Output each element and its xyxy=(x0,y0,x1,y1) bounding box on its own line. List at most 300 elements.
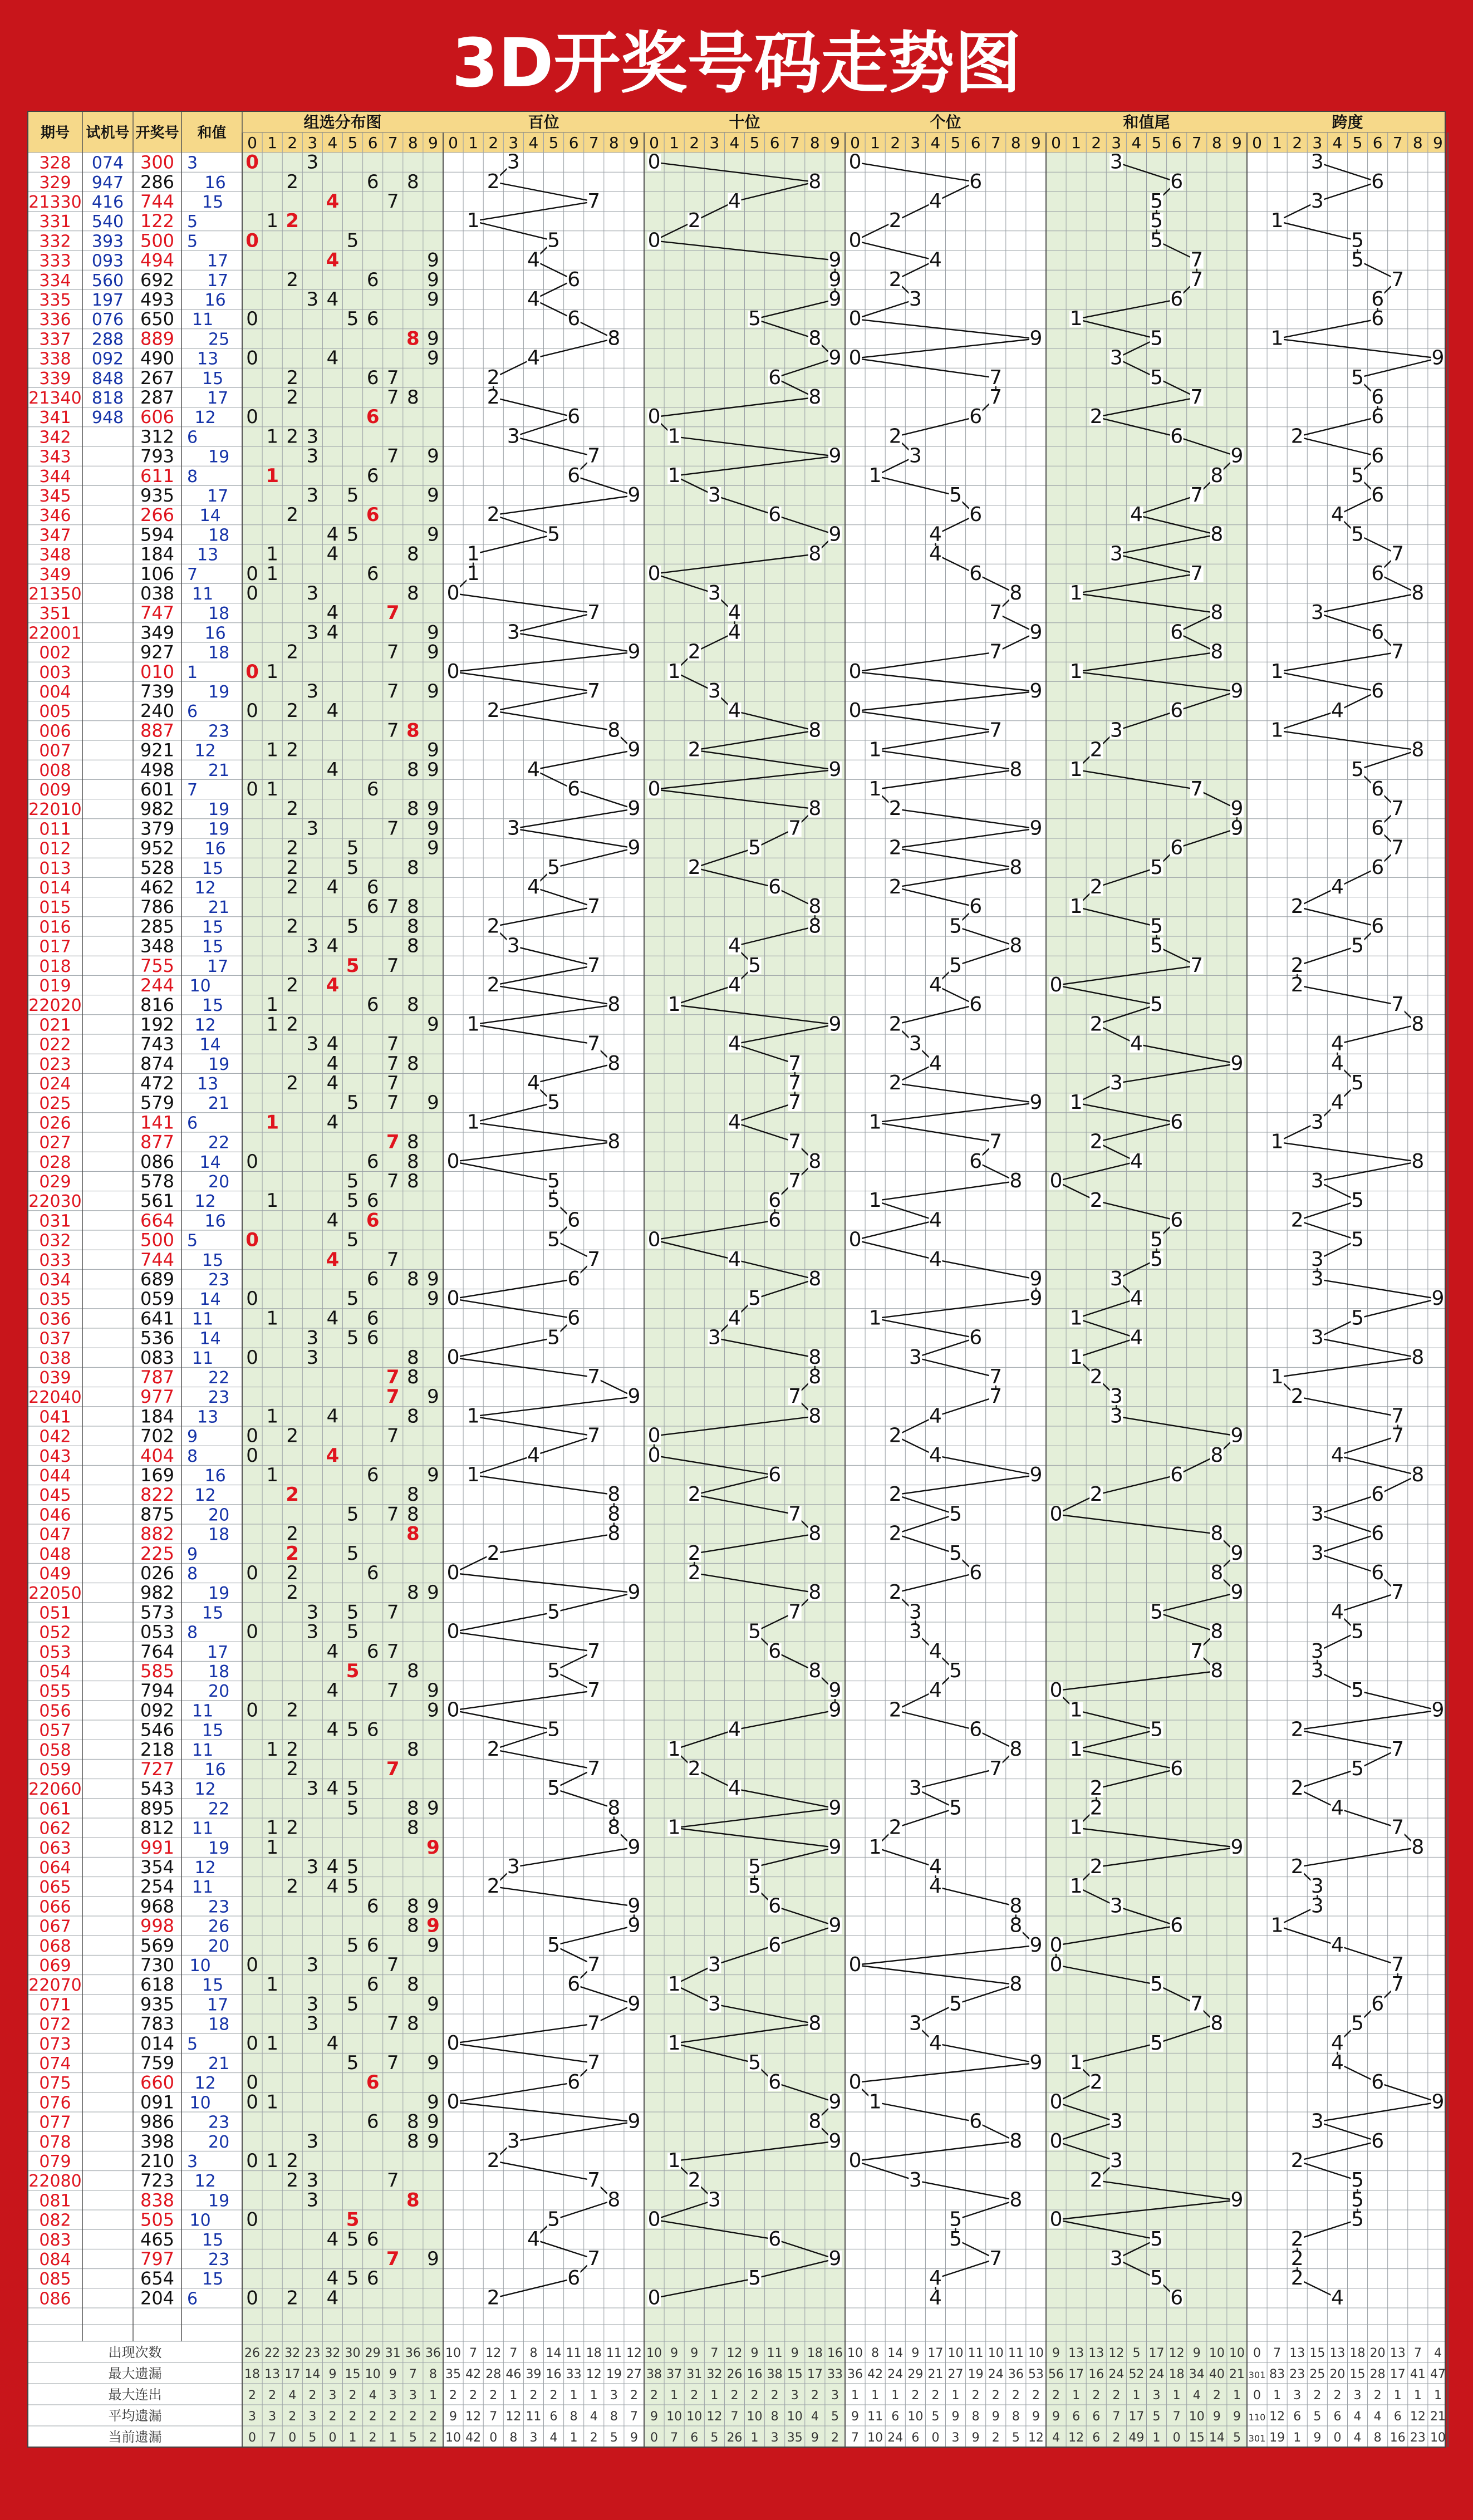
trend-digit: 0 xyxy=(647,405,661,429)
group-digit: 2 xyxy=(286,2150,299,2172)
trend-digit: 7 xyxy=(1391,1816,1405,1839)
group-digit: 1 xyxy=(266,562,278,585)
digit-header: 5 xyxy=(950,134,961,152)
group-digit: 4 xyxy=(326,1052,339,1075)
sum-cell: 13 xyxy=(197,545,219,565)
stat-value: 6 xyxy=(1393,2410,1402,2424)
stat-value: 3 xyxy=(389,2389,397,2403)
trend-digit: 7 xyxy=(788,1072,802,1094)
trend-digit: 8 xyxy=(1411,1835,1425,1859)
stat-value: 2 xyxy=(1052,2389,1060,2403)
group-digit: 8 xyxy=(407,1660,419,1682)
stat-value: 1 xyxy=(509,2389,518,2403)
trend-digit: 3 xyxy=(1109,150,1123,174)
trend-digit: 1 xyxy=(868,1111,882,1134)
stat-value: 5 xyxy=(1152,2410,1161,2424)
stat-value: 27 xyxy=(947,2367,964,2381)
stat-value: 32 xyxy=(706,2367,723,2381)
trend-digit: 1 xyxy=(1069,1737,1083,1761)
group-digit: 4 xyxy=(326,602,339,625)
stat-value: 5 xyxy=(710,2431,719,2445)
trend-digit: 5 xyxy=(547,1777,561,1800)
group-digit: 9 xyxy=(426,1836,440,1859)
sum-cell: 15 xyxy=(202,858,224,878)
digit-header: 1 xyxy=(870,134,881,152)
trend-digit: 9 xyxy=(1230,2188,1244,2212)
trend-digit: 2 xyxy=(888,1072,902,1094)
draw-cell: 822 xyxy=(140,1484,175,1506)
trend-digit: 2 xyxy=(1290,1209,1304,1232)
digit-header: 3 xyxy=(1312,134,1323,152)
trend-digit: 4 xyxy=(1330,2051,1344,2074)
stat-value: 26 xyxy=(726,2431,743,2445)
stat-value: 4 xyxy=(1192,2389,1201,2403)
sum-cell: 14 xyxy=(199,1035,221,1055)
trend-digit: 9 xyxy=(1431,1287,1445,1310)
stat-value: 1 xyxy=(1433,2389,1442,2403)
trend-digit: 2 xyxy=(1089,1189,1103,1212)
stat-value: 2 xyxy=(1032,2389,1040,2403)
group-digit: 1 xyxy=(266,464,279,487)
trend-digit: 0 xyxy=(1049,1933,1063,1957)
stat-value: 7 xyxy=(409,2367,417,2381)
stat-value: 2 xyxy=(549,2389,558,2403)
trend-digit: 1 xyxy=(1069,2051,1083,2074)
digit-header: 3 xyxy=(910,134,921,152)
group-digit: 6 xyxy=(366,1895,379,1918)
stat-value: 10 xyxy=(445,2431,461,2445)
stat-value: 6 xyxy=(1092,2410,1101,2424)
trend-digit: 6 xyxy=(768,1209,782,1232)
sum-cell: 11 xyxy=(192,310,214,330)
trend-digit: 4 xyxy=(1130,1287,1143,1310)
group-digit: 7 xyxy=(386,386,399,409)
trend-digit: 8 xyxy=(607,327,621,350)
trend-digit: 8 xyxy=(607,1522,621,1545)
trend-digit: 7 xyxy=(1391,1404,1405,1428)
trend-digit: 8 xyxy=(1210,2012,1224,2035)
trend-digit: 9 xyxy=(1230,1835,1244,1859)
draw-cell: 877 xyxy=(140,1131,175,1153)
sum-cell: 15 xyxy=(202,1976,224,1996)
trend-digit: 7 xyxy=(587,1757,601,1780)
trend-digit: 4 xyxy=(527,876,540,898)
trend-digit: 3 xyxy=(1310,1170,1324,1192)
stat-value: 1 xyxy=(871,2389,880,2403)
stat-value: 10 xyxy=(787,2410,803,2424)
group-digit: 0 xyxy=(246,1620,258,1643)
trend-digit: 4 xyxy=(929,974,942,996)
group-digit: 5 xyxy=(346,1503,359,1526)
stat-value: 1 xyxy=(1132,2389,1141,2403)
draw-cell: 744 xyxy=(140,191,175,212)
trend-digit: 1 xyxy=(868,1189,882,1212)
draw-cell: 091 xyxy=(140,2091,175,2113)
sum-cell: 10 xyxy=(189,1956,211,1976)
trend-digit: 1 xyxy=(868,464,882,487)
draw-cell: 692 xyxy=(140,269,175,291)
stat-value: 9 xyxy=(790,2346,799,2360)
stat-value: 5 xyxy=(610,2431,618,2445)
stat-value: 40 xyxy=(1209,2367,1225,2381)
sum-cell: 13 xyxy=(197,1074,219,1094)
trend-digit: 7 xyxy=(989,601,1003,625)
sum-cell: 9 xyxy=(187,1427,198,1447)
trend-digit: 2 xyxy=(688,856,701,879)
trend-digit: 4 xyxy=(929,248,942,272)
group-digit: 3 xyxy=(306,935,319,957)
sum-cell: 16 xyxy=(204,173,226,193)
stat-value: 14 xyxy=(887,2346,904,2360)
digit-header: 6 xyxy=(367,134,378,152)
trend-digit: 1 xyxy=(1270,1130,1284,1153)
stat-value: 6 xyxy=(1072,2410,1081,2424)
period-cell: 053 xyxy=(39,1642,71,1662)
stat-value: 35 xyxy=(787,2431,803,2445)
trend-digit: 0 xyxy=(446,660,460,683)
trend-digit: 8 xyxy=(1411,1013,1425,1036)
group-digit: 8 xyxy=(407,856,419,879)
digit-header: 9 xyxy=(428,134,438,152)
stat-value: 19 xyxy=(968,2367,984,2381)
period-cell: 082 xyxy=(39,2210,71,2231)
digit-header: 0 xyxy=(247,134,257,152)
trend-digit: 9 xyxy=(828,248,842,272)
trend-digit: 6 xyxy=(969,1326,983,1349)
period-cell: 031 xyxy=(39,1211,71,1231)
stat-value: 1 xyxy=(569,2431,578,2445)
sum-cell: 5 xyxy=(187,1231,198,1251)
period-cell: 342 xyxy=(39,428,71,448)
draw-cell: 875 xyxy=(140,1504,175,1525)
draw-cell: 579 xyxy=(140,1092,175,1114)
trend-digit: 5 xyxy=(949,1541,963,1565)
trend-digit: 3 xyxy=(507,621,520,644)
digit-header: 0 xyxy=(649,134,659,152)
group-digit: 2 xyxy=(286,1013,299,1036)
trend-digit: 7 xyxy=(1391,1737,1405,1761)
draw-cell: 935 xyxy=(140,485,175,506)
trend-digit: 2 xyxy=(1290,2267,1304,2290)
group-digit: 2 xyxy=(286,2169,299,2192)
trend-digit: 8 xyxy=(1009,1914,1023,1937)
stat-value: 12 xyxy=(1028,2431,1044,2445)
period-cell: 22001 xyxy=(28,623,82,643)
stat-value: 6 xyxy=(549,2410,558,2424)
trend-digit: 9 xyxy=(828,1914,842,1937)
trend-digit: 7 xyxy=(1391,797,1405,821)
stat-value: 1 xyxy=(569,2389,578,2403)
trend-digit: 0 xyxy=(446,2031,460,2055)
digit-header: 8 xyxy=(1010,134,1021,152)
trend-digit: 5 xyxy=(949,1796,963,1820)
trend-digit: 4 xyxy=(929,2286,942,2310)
group-digit: 6 xyxy=(366,562,379,585)
group-digit: 0 xyxy=(246,151,259,174)
trend-digit: 6 xyxy=(768,366,782,389)
group-digit: 5 xyxy=(346,1229,359,1251)
stat-value: 5 xyxy=(1132,2346,1141,2360)
group-digit: 2 xyxy=(286,974,299,996)
stat-value: 1 xyxy=(590,2389,598,2403)
stat-value: 12 xyxy=(465,2410,482,2424)
stat-value: 6 xyxy=(1333,2410,1342,2424)
sum-cell: 5 xyxy=(187,212,198,232)
trend-digit: 9 xyxy=(1029,1933,1043,1957)
digit-header: 6 xyxy=(568,134,579,152)
draw-cell: 991 xyxy=(140,1836,175,1858)
trend-digit: 3 xyxy=(1109,1072,1123,1094)
sum-cell: 22 xyxy=(208,1133,230,1153)
trend-digit: 9 xyxy=(1230,444,1244,468)
sum-cell: 23 xyxy=(208,721,230,741)
group-digit: 7 xyxy=(386,2248,400,2270)
trend-digit: 0 xyxy=(647,562,661,585)
trend-digit: 8 xyxy=(808,1268,822,1290)
group-header: 跨度 xyxy=(1332,113,1363,131)
period-cell: 063 xyxy=(39,1838,71,1858)
stat-label: 最大遗漏 xyxy=(108,2366,162,2381)
trend-digit: 5 xyxy=(547,1600,561,1624)
trend-digit: 9 xyxy=(828,2090,842,2114)
group-digit: 4 xyxy=(326,700,339,723)
trend-digit: 9 xyxy=(1029,1287,1043,1310)
trend-digit: 9 xyxy=(627,640,641,664)
trend-digit: 3 xyxy=(1310,1659,1324,1682)
stat-value: 12 xyxy=(485,2346,502,2360)
group-digit: 7 xyxy=(386,1679,399,1702)
stat-value: 4 xyxy=(1353,2431,1362,2445)
trend-digit: 7 xyxy=(587,444,601,468)
group-digit: 1 xyxy=(266,2091,278,2114)
draw-cell: 606 xyxy=(140,406,175,428)
trend-digit: 3 xyxy=(507,1855,520,1878)
trend-digit: 5 xyxy=(1150,915,1163,938)
stat-value: 8 xyxy=(971,2410,980,2424)
sum-cell: 10 xyxy=(189,2093,211,2113)
sum-cell: 20 xyxy=(208,1172,230,1192)
group-digit: 8 xyxy=(407,1366,419,1388)
trend-digit: 5 xyxy=(1150,1228,1163,1251)
group-digit: 6 xyxy=(366,2267,379,2290)
trend-digit: 9 xyxy=(627,484,641,507)
trend-digit: 5 xyxy=(547,1170,561,1192)
sum-cell: 20 xyxy=(208,2132,230,2152)
stat-value: 2 xyxy=(1112,2389,1121,2403)
group-digit: 7 xyxy=(386,896,399,918)
stat-value: 3 xyxy=(328,2389,337,2403)
stat-value: 1 xyxy=(1072,2389,1081,2403)
trend-digit: 5 xyxy=(1351,2012,1364,2035)
group-digit: 2 xyxy=(286,856,299,879)
digit-header: 4 xyxy=(729,134,740,152)
group-digit: 3 xyxy=(306,817,319,840)
stat-value: 17 xyxy=(927,2346,944,2360)
stat-value: 2 xyxy=(590,2431,598,2445)
trend-digit: 8 xyxy=(808,1659,822,1682)
group-digit: 8 xyxy=(407,935,419,957)
trend-digit: 4 xyxy=(929,1404,942,1428)
trend-digit: 1 xyxy=(868,2090,882,2114)
period-cell: 072 xyxy=(39,2015,71,2035)
group-digit: 3 xyxy=(306,621,319,644)
trial-cell: 093 xyxy=(91,251,124,271)
draw-cell: 723 xyxy=(140,2170,175,2192)
stat-value: 6 xyxy=(911,2431,920,2445)
stat-value: 1 xyxy=(348,2431,357,2445)
stat-value: 10 xyxy=(445,2346,461,2360)
period-cell: 075 xyxy=(39,2074,71,2094)
period-cell: 055 xyxy=(39,1682,71,1702)
trend-digit: 8 xyxy=(1210,601,1224,625)
period-cell: 005 xyxy=(39,702,71,722)
trend-digit: 5 xyxy=(748,836,762,859)
trend-digit: 6 xyxy=(1371,817,1384,840)
period-cell: 21330 xyxy=(28,193,82,212)
draw-cell: 536 xyxy=(140,1327,175,1349)
trend-digit: 5 xyxy=(748,1620,762,1643)
trend-digit: 0 xyxy=(647,1424,661,1447)
group-digit: 7 xyxy=(386,2052,399,2074)
trend-digit: 7 xyxy=(788,1385,802,1408)
trend-digit: 4 xyxy=(728,974,741,996)
period-cell: 22010 xyxy=(28,800,82,820)
trend-digit: 0 xyxy=(848,346,862,370)
trend-digit: 6 xyxy=(1170,425,1184,448)
trend-digit: 9 xyxy=(1029,621,1043,644)
trend-digit: 0 xyxy=(848,2149,862,2172)
trend-digit: 7 xyxy=(587,190,601,213)
stat-value: 0 xyxy=(248,2431,257,2445)
trend-digit: 7 xyxy=(1391,1973,1405,1996)
trend-digit: 2 xyxy=(888,1698,902,1722)
group-digit: 8 xyxy=(406,327,420,350)
trend-digit: 0 xyxy=(446,1620,460,1643)
draw-cell: 759 xyxy=(140,2052,175,2074)
stat-value: 33 xyxy=(827,2367,843,2381)
group-digit: 2 xyxy=(286,915,299,938)
trend-digit: 0 xyxy=(1049,2208,1063,2231)
group-digit: 4 xyxy=(326,523,339,546)
trend-digit: 9 xyxy=(1029,1268,1043,1290)
group-digit: 5 xyxy=(346,1620,359,1643)
trend-digit: 2 xyxy=(1290,974,1304,996)
stat-value: 28 xyxy=(485,2367,502,2381)
trend-digit: 5 xyxy=(1351,934,1364,957)
group-digit: 0 xyxy=(246,2071,258,2094)
trend-digit: 7 xyxy=(788,1130,802,1153)
period-cell: 026 xyxy=(39,1113,71,1133)
group-digit: 9 xyxy=(427,2130,439,2153)
stat-value: 1 xyxy=(1233,2389,1241,2403)
stat-value: 8 xyxy=(1012,2410,1020,2424)
trend-digit: 3 xyxy=(507,2129,520,2153)
period-cell: 351 xyxy=(39,604,71,624)
trend-digit: 0 xyxy=(848,150,862,174)
trend-digit: 8 xyxy=(1411,1345,1425,1369)
draw-cell: 300 xyxy=(140,151,175,173)
trend-digit: 8 xyxy=(607,2188,621,2212)
sum-cell: 16 xyxy=(204,291,226,310)
trend-digit: 7 xyxy=(587,1032,601,1055)
group-digit: 2 xyxy=(286,1758,299,1780)
sum-cell: 23 xyxy=(208,1388,230,1408)
draw-cell: 743 xyxy=(140,1033,175,1055)
stat-value: 22 xyxy=(264,2346,281,2360)
digit-header: 0 xyxy=(1252,134,1262,152)
group-digit: 3 xyxy=(306,445,319,468)
draw-cell: 895 xyxy=(140,1797,175,1819)
trend-digit: 0 xyxy=(446,1561,460,1584)
draw-cell: 354 xyxy=(140,1856,175,1878)
group-digit: 4 xyxy=(326,621,339,644)
trend-digit: 6 xyxy=(567,268,581,291)
trend-digit: 6 xyxy=(1170,288,1184,311)
sum-cell: 14 xyxy=(199,1290,221,1310)
stat-value: 46 xyxy=(505,2367,522,2381)
sum-cell: 13 xyxy=(197,349,219,369)
trend-digit: 7 xyxy=(587,2247,601,2270)
draw-cell: 244 xyxy=(140,975,175,996)
trend-digit: 6 xyxy=(1371,1561,1384,1584)
trend-digit: 6 xyxy=(969,1150,983,1173)
trend-digit: 8 xyxy=(808,1365,822,1388)
stat-value: 17 xyxy=(1068,2367,1084,2381)
trend-digit: 7 xyxy=(1190,778,1204,800)
stat-value: 9 xyxy=(1052,2346,1060,2360)
group-digit: 0 xyxy=(246,1288,258,1310)
stat-value: 110 xyxy=(1248,2412,1266,2423)
stat-value: 17 xyxy=(1128,2410,1145,2424)
stat-value: 3 xyxy=(1152,2389,1161,2403)
trend-digit: 6 xyxy=(567,778,581,800)
group-digit: 0 xyxy=(246,1954,258,1976)
group-digit: 9 xyxy=(427,1464,439,1486)
stat-value: 36 xyxy=(1008,2367,1024,2381)
group-digit: 1 xyxy=(266,1738,278,1761)
stat-value: 301 xyxy=(1248,2370,1266,2380)
stat-value: 2 xyxy=(1373,2389,1382,2403)
stat-value: 9 xyxy=(389,2367,397,2381)
digit-header: 5 xyxy=(548,134,559,152)
trend-digit: 7 xyxy=(1391,1581,1405,1604)
draw-cell: 935 xyxy=(140,1993,175,2015)
trend-digit: 9 xyxy=(1230,1581,1244,1604)
digit-header: 8 xyxy=(608,134,619,152)
stat-value: 16 xyxy=(1088,2367,1104,2381)
group-digit: 9 xyxy=(427,1993,439,2016)
group-digit: 2 xyxy=(286,210,299,233)
stat-value: 4 xyxy=(288,2389,297,2403)
trend-digit: 6 xyxy=(969,562,983,585)
stat-value: 2 xyxy=(348,2389,357,2403)
trend-digit: 4 xyxy=(527,1072,540,1094)
group-digit: 3 xyxy=(306,2169,319,2192)
trend-digit: 7 xyxy=(1391,836,1405,859)
trend-digit: 5 xyxy=(1150,993,1163,1016)
group-digit: 8 xyxy=(407,2012,419,2035)
trend-digit: 8 xyxy=(808,1581,822,1604)
trend-digit: 3 xyxy=(1109,1894,1123,1918)
trend-digit: 4 xyxy=(929,1875,942,1898)
group-digit: 7 xyxy=(386,1386,400,1408)
draw-cell: 312 xyxy=(140,426,175,448)
trend-digit: 7 xyxy=(989,1385,1003,1408)
trend-digit: 6 xyxy=(567,1973,581,1996)
group-digit: 8 xyxy=(407,1052,419,1075)
stat-value: 2 xyxy=(770,2389,779,2403)
group-digit: 8 xyxy=(406,719,420,742)
